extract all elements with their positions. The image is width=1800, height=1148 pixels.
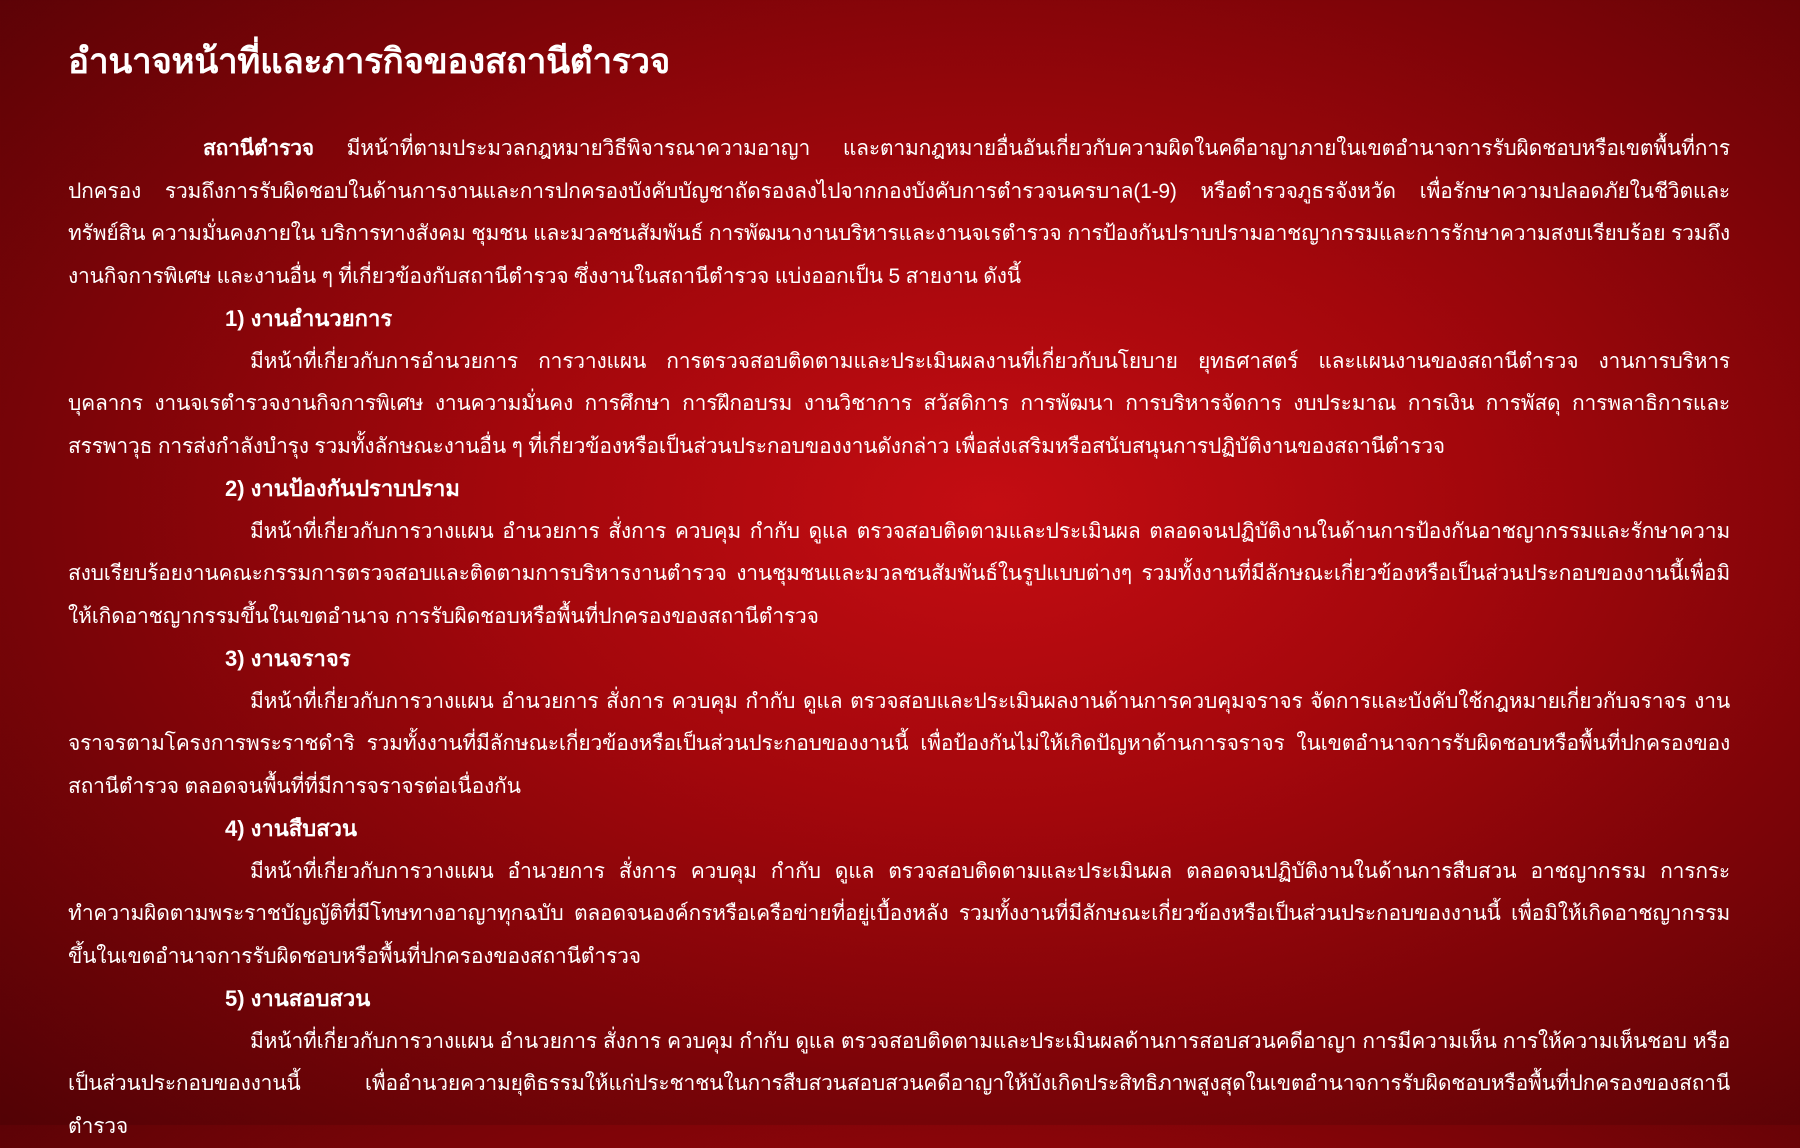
section-heading: 4) งานสืบสวน [68,808,1730,851]
intro-text: มีหน้าที่ตามประมวลกฎหมายวิธีพิจารณาความอาญา และตามกฎหมายอื่นอันเกี่ยวกับความผิดในคดีอาญาภายในเขตอำนาจการรับผิดชอบหรือเขตพื้นที่การปกครอง รวมถึงการรับผิดชอบในด้านการงานและการปกครองบังคับบัญชาถัดรองลงไปจากกองบังคับการตำรวจนครบาล(1-9) หรือตำรวจภูธรจังหวัด เพื่อรักษาความปลอดภัยในชีวิตและทรัพย์สิน ความมั่นคงภายใน บริการทางสังคม ชุมชน และมวลชนสัมพันธ์ การพัฒนางานบริหารและงานจเรตำรวจ การป้องกันปราบปรามอาชญากรรมและการรักษาความสงบเรียบร้อย รวมถึงงานกิจการพิเศษ และงานอื่น ๆ ที่เกี่ยวข้องกับสถานีตำรวจ ซึ่งงานในสถานีตำรวจ แบ่งออกเป็น 5 สายงาน ดังนี้ [68,137,1730,288]
intro-lead: สถานีตำรวจ [203,137,314,160]
section-heading: 5) งานสอบสวน [68,978,1730,1021]
section-4 [68,808,1730,978]
page-title: อำนาจหน้าที่และภารกิจของสถานีตำรวจ [68,40,1730,84]
section-heading: 3) งานจราจร [68,638,1730,681]
section-body: มีหน้าที่เกี่ยวกับการวางแผน อำนวยการ สั่งการ ควบคุม กำกับ ดูแล ตรวจสอบติดตามและประเมินผลด้านการสอบสวนคดีอาญา การมีความเห็น การให้ความเห็นชอบ หรือเป็นส่วนประกอบของงานนี้ เพื่ออำนวยความยุติธรรมให้แก่ประชาชนในการสืบสวนสอบสวนคดีอาญาให้บังเกิดประสิทธิภาพสูงสุดในเขตอำนาจการรับผิดชอบหรือพื้นที่ปกครองของสถานีตำรวจ [68,1021,1730,1148]
section-body: มีหน้าที่เกี่ยวกับการวางแผน อำนวยการ สั่งการ ควบคุม กำกับ ดูแล ตรวจสอบติดตามและประเมินผล ตลอดจนปฏิบัติงานในด้านการสืบสวน อาชญากรรม การกระทำความผิดตามพระราชบัญญัติที่มีโทษทางอาญาทุกฉบับ ตลอดจนองค์กรหรือเครือข่ายที่อยู่เบื้องหลัง รวมทั้งงานที่มีลักษณะเกี่ยวข้องหรือเป็นส่วนประกอบของงานนี้ เพื่อมิให้เกิดอาชญากรรมขึ้นในเขตอำนาจการรับผิดชอบหรือพื้นที่ปกครองของสถานีตำรวจ [68,851,1730,979]
section-heading: 2) งานป้องกันปราบปราม [68,468,1730,511]
section-5 [68,978,1730,1148]
section-body: มีหน้าที่เกี่ยวกับการอำนวยการ การวางแผน การตรวจสอบติดตามและประเมินผลงานที่เกี่ยวกับนโยบาย ยุทธศาสตร์ และแผนงานของสถานีตำรวจ งานการบริหารบุคลากร งานจเรตำรวจงานกิจการพิเศษ งานความมั่นคง การศึกษา การฝึกอบรม งานวิชาการ สวัสดิการ การพัฒนา การบริหารจัดการ งบประมาณ การเงิน การพัสดุ การพลาธิการและสรรพาวุธ การส่งกำลังบำรุง รวมทั้งลักษณะงานอื่น ๆ ที่เกี่ยวข้องหรือเป็นส่วนประกอบของงานดังกล่าว เพื่อส่งเสริมหรือสนับสนุนการปฏิบัติงานของสถานีตำรวจ [68,341,1730,469]
section-1 [68,298,1730,468]
section-body: มีหน้าที่เกี่ยวกับการวางแผน อำนวยการ สั่งการ ควบคุม กำกับ ดูแล ตรวจสอบติดตามและประเมินผล ตลอดจนปฏิบัติงานในด้านการป้องกันอาชญากรรมและรักษาความสงบเรียบร้อยงานคณะกรรมการตรวจสอบและติดตามการบริหารงานตำรวจ งานชุมชนและมวลชนสัมพันธ์ในรูปแบบต่างๆ รวมทั้งงานที่มีลักษณะเกี่ยวข้องหรือเป็นส่วนประกอบของงานนี้เพื่อมิให้เกิดอาชญากรรมขึ้นในเขตอำนาจ การรับผิดชอบหรือพื้นที่ปกครองของสถานีตำรวจ [68,511,1730,639]
section-body: มีหน้าที่เกี่ยวกับการวางแผน อำนวยการ สั่งการ ควบคุม กำกับ ดูแล ตรวจสอบและประเมินผลงานด้านการควบคุมจราจร จัดการและบังคับใช้กฎหมายเกี่ยวกับจราจร งานจราจรตามโครงการพระราชดำริ รวมทั้งงานที่มีลักษณะเกี่ยวข้องหรือเป็นส่วนประกอบของงานนี้ เพื่อป้องกันไม่ให้เกิดปัญหาด้านการจราจร ในเขตอำนาจการรับผิดชอบหรือพื้นที่ปกครองของสถานีตำรวจ ตลอดจนพื้นที่ที่มีการจราจรต่อเนื่องกัน [68,681,1730,809]
section-heading: 1) งานอำนวยการ [68,298,1730,341]
intro-paragraph [68,128,1730,298]
section-2 [68,468,1730,638]
section-3 [68,638,1730,808]
